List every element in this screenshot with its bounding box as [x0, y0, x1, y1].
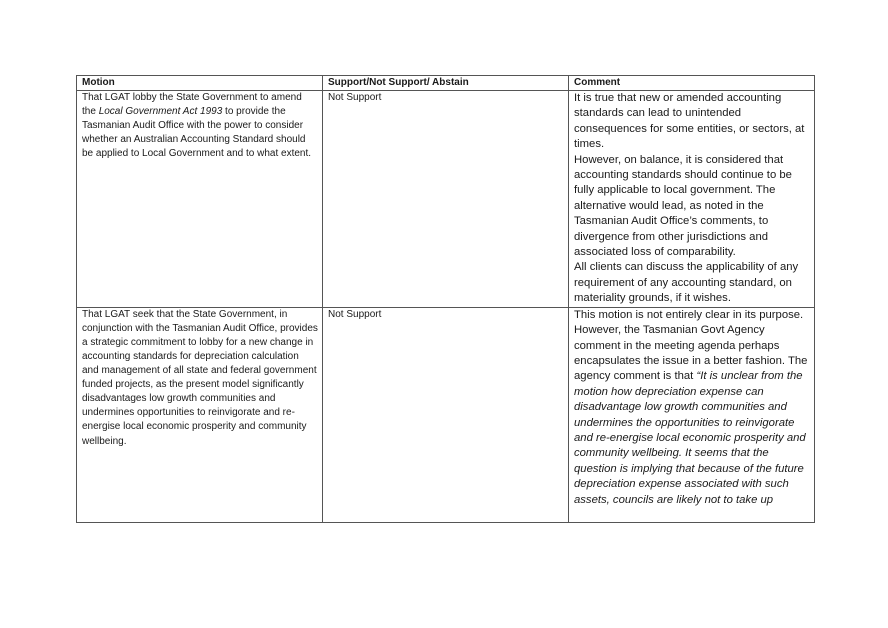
comment-clip: [574, 308, 810, 520]
header-motion: Motion: [77, 76, 323, 91]
table-header-row: [77, 76, 815, 91]
table-row: [77, 91, 815, 308]
header-comment: Comment: [569, 76, 815, 91]
table-row: [77, 307, 815, 522]
comment-paragraph: It is true that new or amended accounting standards can lead to unintended consequences for some entities, or sectors, at times.: [574, 92, 805, 151]
comment-plain-text: This motion is not entirely clear in its purpose. However, the Tasmanian Govt Agency comment in the meeting agenda perhaps encapsulates the issue in a better fashion. The agency comment is that: [574, 308, 808, 383]
motions-table: [76, 75, 815, 523]
comment-cell: [569, 307, 815, 522]
motion-cell: [77, 91, 323, 308]
comment-paragraph: All clients can discuss the applicability of any requirement of any accounting standard, on materiality grounds, if it wishes.: [574, 261, 799, 305]
motion-act-name: Local Government Act 1993: [98, 106, 223, 118]
comment-paragraph: However, on balance, it is considered that accounting standards should continue to be fully applicable to local government. The alternative would lead, as noted in the Tasmanian Audit Office’s comments, to divergence from other jurisdictions and associated loss of comparability.: [574, 153, 792, 259]
motion-text-before: That LGAT lobby the State Government to amend the: [82, 92, 302, 118]
comment-quoted-text: “It is unclear from the motion how depreciation expense can disadvantage low growth communities and undermines the opportunities to reinvigorate and re-energise local economic prosperity and community wellbeing. It seems that the question is implying that because of the future depreciation expense associated with such assets, councils are likely not to take up: [574, 370, 806, 506]
motion-text-after: to provide the Tasmanian Audit Office with the power to consider whether an Australian Accounting Standard should be applied to Local Government and to what extent.: [82, 106, 312, 160]
motion-cell: That LGAT seek that the State Government, in conjunction with the Tasmanian Audit Office, provides a strategic commitment to lobby for a new change in accounting standards for depreciation calculation and management of all state and federal government funded projects, as the present model significantly disadvantages low growth communities and undermines opportunities to reinvigorate and re-energise local economic prosperity and community wellbeing.: [77, 307, 323, 522]
support-cell: Not Support: [323, 307, 569, 522]
header-support: Support/Not Support/ Abstain: [323, 76, 569, 91]
comment-cell: [569, 91, 815, 308]
support-cell: Not Support: [323, 91, 569, 308]
